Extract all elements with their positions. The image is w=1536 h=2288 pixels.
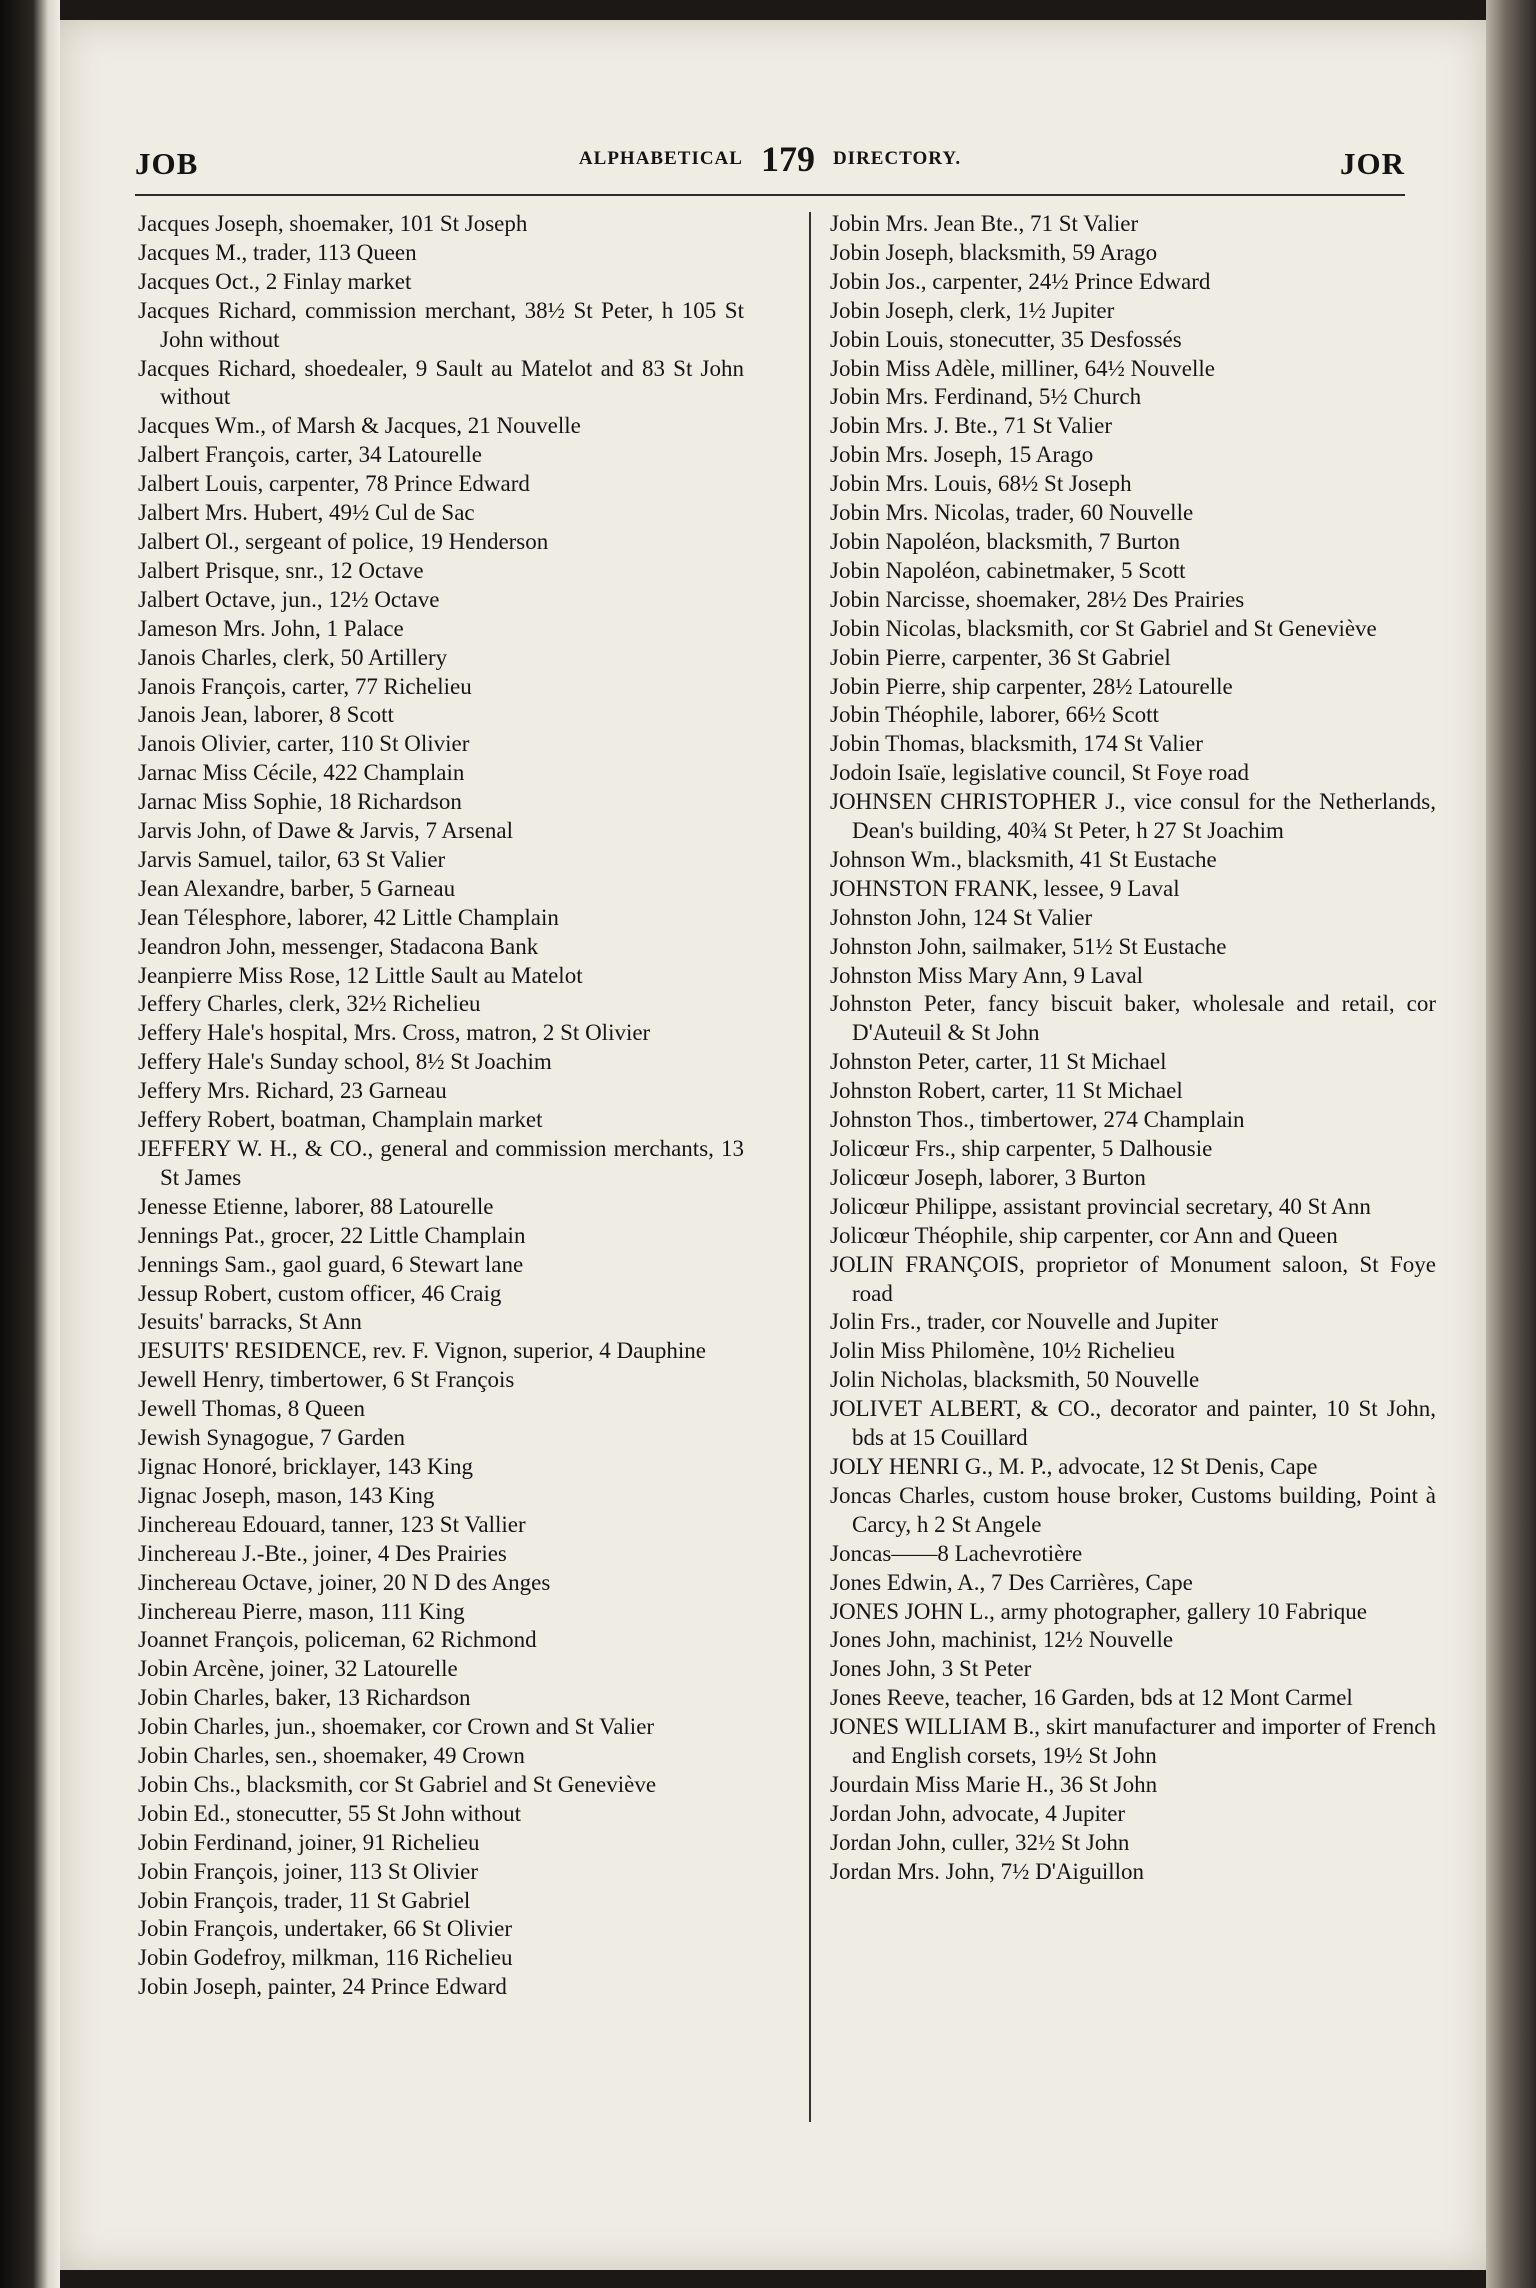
directory-entry: Jobin Ferdinand, joiner, 91 Richelieu xyxy=(138,1829,480,1855)
directory-entry: Jobin François, trader, 11 St Gabriel xyxy=(138,1887,471,1913)
directory-entry: Jeffery Mrs. Richard, 23 Garneau xyxy=(138,1078,447,1104)
directory-entry: Jones John, machinist, 12½ Nouvelle xyxy=(830,1627,1174,1653)
directory-entry: Jodoin Isaïe, legislative council, St Foye road xyxy=(830,760,1250,786)
directory-entry: Jobin Pierre, ship carpenter, 28½ Latourelle xyxy=(830,673,1233,699)
directory-entry: Jones John, 3 St Peter xyxy=(830,1656,1032,1682)
directory-entry: Jobin Mrs. Jean Bte., 71 St Valier xyxy=(830,211,1139,236)
directory-entry: Jones Edwin, A., 7 Des Carrières, Cape xyxy=(830,1569,1193,1595)
directory-entry: Jolin Miss Philomène, 10½ Richelieu xyxy=(830,1338,1175,1364)
column-divider xyxy=(809,212,811,2122)
directory-entry: Jewish Synagogue, 7 Garden xyxy=(138,1425,406,1451)
directory-entry: Jobin Joseph, clerk, 1½ Jupiter xyxy=(830,297,1115,323)
directory-entry: Jeanpierre Miss Rose, 12 Little Sault au Matelot xyxy=(138,962,583,988)
directory-entry: Jean Télesphore, laborer, 42 Little Champlain xyxy=(138,904,559,930)
directory-entry: Jobin Chs., blacksmith, cor St Gabriel and St Geneviève xyxy=(138,1771,657,1797)
directory-entry: Jewell Thomas, 8 Queen xyxy=(138,1396,365,1422)
directory-entry: Jewell Henry, timbertower, 6 St François xyxy=(138,1367,515,1393)
running-header xyxy=(135,138,1405,188)
directory-entry: Jalbert Mrs. Hubert, 49½ Cul de Sac xyxy=(138,500,475,526)
directory-entry: Janois Charles, clerk, 50 Artillery xyxy=(138,644,448,670)
directory-entry: Jameson Mrs. John, 1 Palace xyxy=(138,615,404,641)
directory-entry: Jean Alexandre, barber, 5 Garneau xyxy=(138,875,456,901)
directory-entry: Jinchereau Octave, joiner, 20 N D des Anges xyxy=(138,1569,551,1595)
directory-entry: Jobin Ed., stonecutter, 55 St John without xyxy=(138,1800,522,1826)
directory-entry: Jinchereau Pierre, mason, 111 King xyxy=(138,1598,465,1624)
directory-entry: Jourdain Miss Marie H., 36 St John xyxy=(830,1771,1158,1797)
directory-entry: Janois Jean, laborer, 8 Scott xyxy=(138,702,394,728)
directory-entry: Jobin Thomas, blacksmith, 174 St Valier xyxy=(830,731,1203,757)
directory-entry: Johnston Robert, carter, 11 St Michael xyxy=(830,1078,1183,1104)
directory-entry: Jobin Joseph, painter, 24 Prince Edward xyxy=(138,1974,507,2000)
directory-entry: Jobin Godefroy, milkman, 116 Richelieu xyxy=(138,1945,513,1971)
directory-entry: Johnston John, 124 St Valier xyxy=(830,904,1093,930)
directory-entry: Jolicœur Théophile, ship carpenter, cor Ann and Queen xyxy=(830,1222,1338,1248)
directory-entry: Janois Olivier, carter, 110 St Olivier xyxy=(138,731,470,757)
directory-entry: Jobin Mrs. Joseph, 15 Arago xyxy=(830,442,1094,468)
directory-entry: Jessup Robert, custom officer, 46 Craig xyxy=(138,1280,502,1306)
directory-entry: Jordan John, culler, 32½ St John xyxy=(830,1829,1130,1855)
directory-entry: Joncas——8 Lachevrotière xyxy=(830,1540,1083,1566)
directory-entry: Jinchereau J.-Bte., joiner, 4 Des Prairies xyxy=(138,1540,507,1566)
directory-entry: Johnston Thos., timbertower, 274 Champlain xyxy=(830,1107,1245,1133)
directory-entry: Jobin Nicolas, blacksmith, cor St Gabriel and St Geneviève xyxy=(830,615,1377,641)
directory-entry: Jobin Théophile, laborer, 66½ Scott xyxy=(830,702,1159,728)
directory-entry: Jobin François, undertaker, 66 St Olivier xyxy=(138,1916,513,1942)
left-column xyxy=(138,210,744,2002)
directory-entry: Jacques Joseph, shoemaker, 101 St Joseph xyxy=(138,211,528,236)
directory-entry: Jarnac Miss Cécile, 422 Champlain xyxy=(138,760,465,786)
directory-entry: Jinchereau Edouard, tanner, 123 St Vallier xyxy=(138,1511,526,1537)
directory-entry: Jobin Narcisse, shoemaker, 28½ Des Prairies xyxy=(830,586,1245,612)
directory-entry: Joncas Charles, custom house broker, Customs building, Point à Carcy, h 2 St Angele xyxy=(830,1482,1436,1537)
directory-entry: Jolicœur Joseph, laborer, 3 Burton xyxy=(830,1164,1146,1190)
directory-entry: Johnston Peter, carter, 11 St Michael xyxy=(830,1049,1167,1075)
directory-entry: Jobin Miss Adèle, milliner, 64½ Nouvelle xyxy=(830,355,1215,381)
directory-entry: Jarvis John, of Dawe & Jarvis, 7 Arsenal xyxy=(138,818,513,844)
directory-entry: Jarvis Samuel, tailor, 63 St Valier xyxy=(138,846,446,872)
directory-entry: Johnson Wm., blacksmith, 41 St Eustache xyxy=(830,846,1217,872)
directory-entry: Jobin Napoléon, cabinetmaker, 5 Scott xyxy=(830,557,1186,583)
directory-entry: Jacques M., trader, 113 Queen xyxy=(138,239,417,265)
directory-entry: Jolin Frs., trader, cor Nouvelle and Jupiter xyxy=(830,1309,1219,1335)
header-left-guide-word: JOB xyxy=(135,146,199,181)
directory-entry: Jignac Joseph, mason, 143 King xyxy=(138,1482,435,1508)
directory-entry: Jalbert Prisque, snr., 12 Octave xyxy=(138,557,424,583)
directory-entry: Jobin Mrs. Nicolas, trader, 60 Nouvelle xyxy=(830,500,1194,526)
directory-entry: Johnston Miss Mary Ann, 9 Laval xyxy=(830,962,1144,988)
directory-entry: Jobin Jos., carpenter, 24½ Prince Edward xyxy=(830,268,1211,294)
directory-entry: Jalbert Octave, jun., 12½ Octave xyxy=(138,586,440,612)
directory-entry: Jalbert Ol., sergeant of police, 19 Henderson xyxy=(138,528,549,554)
directory-entry: Jennings Sam., gaol guard, 6 Stewart lane xyxy=(138,1251,524,1277)
directory-entry: JOLY HENRI G., M. P., advocate, 12 St Denis, Cape xyxy=(830,1453,1318,1479)
directory-entry: JESUITS' RESIDENCE, rev. F. Vignon, superior, 4 Dauphine xyxy=(138,1338,706,1364)
directory-entry: Jobin Pierre, carpenter, 36 St Gabriel xyxy=(830,644,1171,670)
directory-entry: Jobin Louis, stonecutter, 35 Desfossés xyxy=(830,326,1182,352)
directory-entry: Jordan John, advocate, 4 Jupiter xyxy=(830,1800,1126,1826)
directory-entry: Janois François, carter, 77 Richelieu xyxy=(138,673,472,699)
directory-entry: Jobin Joseph, blacksmith, 59 Arago xyxy=(830,239,1158,265)
directory-entry: Jalbert Louis, carpenter, 78 Prince Edward xyxy=(138,471,530,497)
directory-entry: Jobin Charles, baker, 13 Richardson xyxy=(138,1685,471,1711)
directory-entry: Jeandron John, messenger, Stadacona Bank xyxy=(138,933,539,959)
directory-entry: Jolin Nicholas, blacksmith, 50 Nouvelle xyxy=(830,1367,1200,1393)
directory-entry: Jobin Arcène, joiner, 32 Latourelle xyxy=(138,1656,458,1682)
header-title-left: ALPHABETICAL xyxy=(578,148,743,169)
directory-entry: Jacques Richard, shoedealer, 9 Sault au Matelot and 83 St John without xyxy=(138,355,744,410)
directory-entry: JOLIVET ALBERT, & CO., decorator and painter, 10 St John, bds at 15 Couillard xyxy=(830,1396,1436,1451)
directory-entry: Jalbert François, carter, 34 Latourelle xyxy=(138,442,482,468)
directory-entry: JOHNSTON FRANK, lessee, 9 Laval xyxy=(830,875,1180,901)
directory-entry: Jenesse Etienne, laborer, 88 Latourelle xyxy=(138,1193,494,1219)
directory-entry: Jobin Mrs. Louis, 68½ St Joseph xyxy=(830,471,1132,497)
directory-entry: Jeffery Charles, clerk, 32½ Richelieu xyxy=(138,991,481,1017)
header-rule xyxy=(135,194,1405,196)
directory-entry: JOLIN FRANÇOIS, proprietor of Monument saloon, St Foye road xyxy=(830,1251,1436,1306)
directory-entry: JONES JOHN L., army photographer, gallery 10 Fabrique xyxy=(830,1598,1367,1624)
directory-entry: Jennings Pat., grocer, 22 Little Champlain xyxy=(138,1222,526,1248)
directory-entry: Jarnac Miss Sophie, 18 Richardson xyxy=(138,789,462,815)
directory-entry: Joannet François, policeman, 62 Richmond xyxy=(138,1627,537,1653)
directory-entry: Jeffery Hale's hospital, Mrs. Cross, matron, 2 St Olivier xyxy=(138,1020,651,1046)
directory-entry: Jobin Charles, jun., shoemaker, cor Crown and St Valier xyxy=(138,1714,655,1740)
directory-entry: Jeffery Robert, boatman, Champlain market xyxy=(138,1107,543,1133)
header-title-right: DIRECTORY. xyxy=(832,148,962,169)
right-column xyxy=(830,210,1436,1887)
header-right-guide-word: JOR xyxy=(1340,146,1405,181)
directory-entry: Jacques Wm., of Marsh & Jacques, 21 Nouvelle xyxy=(138,413,581,439)
directory-entry: Jones Reeve, teacher, 16 Garden, bds at 12 Mont Carmel xyxy=(830,1685,1353,1711)
book-spine-shadow xyxy=(0,0,60,2288)
page-edge xyxy=(1486,0,1536,2288)
directory-entry: Johnston Peter, fancy biscuit baker, wholesale and retail, cor D'Auteuil & St John xyxy=(830,991,1436,1046)
directory-entry: Jolicœur Frs., ship carpenter, 5 Dalhousie xyxy=(830,1136,1213,1161)
directory-entry: Jacques Oct., 2 Finlay market xyxy=(138,268,412,294)
directory-entry: Jobin Charles, sen., shoemaker, 49 Crown xyxy=(138,1743,525,1769)
directory-entry: Jobin Mrs. J. Bte., 71 St Valier xyxy=(830,413,1112,439)
directory-entry: Jobin Napoléon, blacksmith, 7 Burton xyxy=(830,528,1181,554)
directory-entry: Jobin François, joiner, 113 St Olivier xyxy=(138,1858,479,1884)
header-center xyxy=(135,138,1405,180)
directory-entry: JONES WILLIAM B., skirt manufacturer and importer of French and English corsets, 19½ St John xyxy=(830,1714,1436,1769)
directory-entry: JOHNSEN CHRISTOPHER J., vice consul for the Netherlands, Dean's building, 40¾ St Peter, h 27 St Joachim xyxy=(830,789,1436,844)
directory-entry: Jobin Mrs. Ferdinand, 5½ Church xyxy=(830,384,1142,410)
directory-entry: Jesuits' barracks, St Ann xyxy=(138,1309,362,1335)
directory-entry: JEFFERY W. H., & CO., general and commission merchants, 13 St James xyxy=(138,1136,744,1190)
page-number: 179 xyxy=(760,139,815,179)
directory-entry: Jacques Richard, commission merchant, 38½ St Peter, h 105 St John without xyxy=(138,297,744,352)
directory-entry: Jeffery Hale's Sunday school, 8½ St Joachim xyxy=(138,1049,552,1075)
directory-entry: Jolicœur Philippe, assistant provincial secretary, 40 St Ann xyxy=(830,1193,1371,1219)
directory-entry: Jordan Mrs. John, 7½ D'Aiguillon xyxy=(830,1858,1145,1884)
directory-entry: Johnston John, sailmaker, 51½ St Eustache xyxy=(830,933,1227,959)
directory-entry: Jignac Honoré, bricklayer, 143 King xyxy=(138,1453,474,1479)
